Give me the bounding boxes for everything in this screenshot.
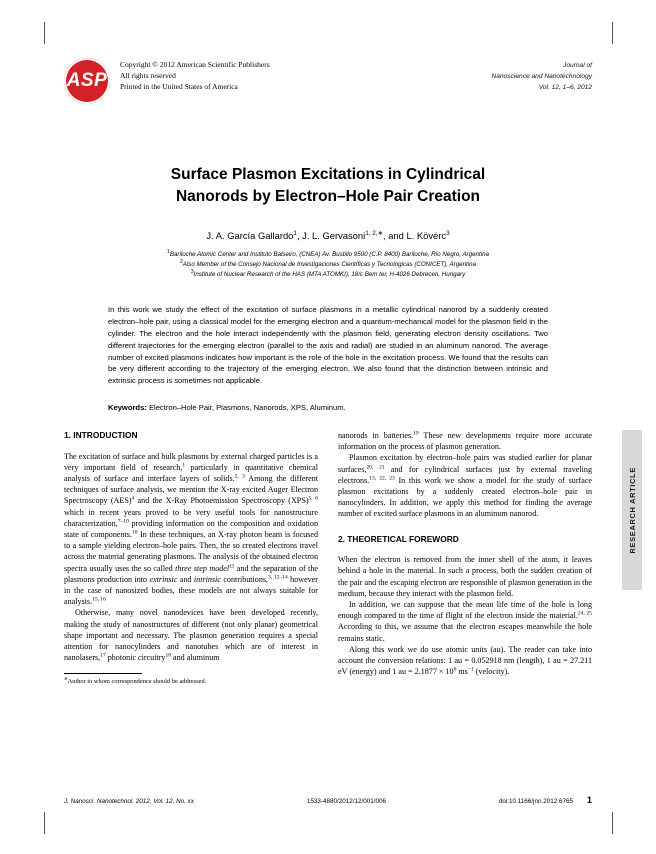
title-line-2: Nanorods by Electron–Hole Pair Creation bbox=[175, 188, 481, 205]
section-heading-theoretical-foreword: 2. THEORETICAL FOREWORD bbox=[338, 533, 459, 544]
page-title bbox=[98, 164, 558, 208]
copyright-line-3: Printed in the United States of America bbox=[120, 81, 238, 91]
copyright-block bbox=[120, 56, 482, 93]
author-list: J. A. García Gallardo$^1$, J. L. Gervasoni$^{1, 2,∗}$, and L. Kövérc$^3$ bbox=[206, 229, 450, 241]
affiliation-3: $^3$Institute of Nuclear Research of the HAS (MTA ATOMKI), 18/c Bem ter, H-4026 Debrecen, Hungary bbox=[190, 269, 466, 279]
trim-mark-bottom-right bbox=[612, 812, 613, 834]
paragraph: The excitation of surface and bulk plasmons by external charged particles is a very important field of research,$^1$ particularly in quantitative chemical analysis of surface and interface layers of solids.$^{2, 3}$ Among the different techniques of surface analysis, we mention the X-ray excited Auger Electron Spectroscopy (AES)$^4$ and the X-Ray Photoemission Spectroscopy (XPS)$^{5, 6}$ which in recent years proved to be very useful tools for nanostructure characterization,$^{7-10}$ providing information on the composition and oxidation state of components.$^{10}$ In these techniques, an X-ray photon beam is focused to a sample yielding electron–hole pairs. Then, the so created electrons travel across the material generating plasmons. The analysis of the obtained electron spectra usually uses the so called three step model$^{11}$ and the separation of the plasmons production into extrinsic and intrinsic contributions,$^{3, 12-14}$ however in the case of nanosized bodies, these models are not always suitable for analysis.$^{15, 16}$ bbox=[64, 451, 319, 607]
copyright-line-1: Copyright © 2012 American Scientific Publishers bbox=[120, 60, 270, 69]
paragraph: Otherwise, many novel nanodevices have been developed recently, making the study of nanostructures of different (not only planar) geometrical shape important and necessary. The plasmon generation requires a special attention for nanocylinders and nanotubes which are of interest in nanolasers,$^{17}$ photonic circuitry$^{18}$ and aluminum bbox=[64, 608, 318, 663]
corresponding-author-footnote: ∗Author to whom correspondence should be addressed. bbox=[64, 675, 207, 685]
trim-mark-top-left bbox=[44, 22, 45, 44]
trim-mark-top-right bbox=[612, 22, 613, 44]
masthead bbox=[64, 56, 592, 116]
research-article-tab bbox=[622, 430, 642, 590]
body-columns bbox=[64, 430, 592, 686]
footer-citation: J. Nanosci. Nanotechnol. 2012, Vol. 12, No. xx bbox=[64, 798, 194, 805]
affiliation-1: $^1$Bariloche Atomic Center and Instituto Balseiro, (CNEA) Av. Bustillo 9500 (C.P. 8400) Bariloche, Río Negro, Argentina bbox=[167, 248, 489, 258]
paragraph: Along this work we do use atomic units (au). The reader can take into account the conversion relations: 1 au = 0.052918 nm (length), 1 au = 27.211 eV (energy) and 1 au = $2.1877 \times 10^6$ $ms^{-1}$ (velocity). bbox=[338, 644, 592, 677]
copyright-line-2: All rights reserved bbox=[120, 70, 176, 80]
journal-name-line-2: Nanoscience and Nanotechnology bbox=[491, 73, 592, 81]
publisher-logo: ASP bbox=[64, 58, 110, 104]
paragraph: nanorods in batteries.$^{19}$ These new developments require more accurate information on the process of plasmon generation. bbox=[338, 430, 593, 452]
section-heading-introduction: 1. INTRODUCTION bbox=[64, 430, 138, 440]
footer-issn: 1533-4880/2012/12/001/006 bbox=[306, 798, 386, 805]
footer-doi: doi:10.1166/jnn.2012.6765 bbox=[498, 798, 573, 805]
research-article-tab-label: RESEARCH ARTICLE bbox=[627, 466, 637, 554]
article-header bbox=[64, 56, 592, 412]
journal-info bbox=[492, 56, 592, 94]
footer-page-number: 1 bbox=[586, 795, 592, 805]
journal-name-line-1: Journal of bbox=[563, 62, 592, 69]
trim-mark-bottom-left bbox=[44, 812, 45, 834]
column-left bbox=[64, 430, 318, 686]
affiliation-2: $^2$Also Member of the Consejo Nacional de Investigaciones Científicas y Tecnologicas (CONICET), Argentina bbox=[179, 258, 477, 269]
paragraph: When the electron is removed from the inner shell of the atom, it leaves behind a hole in the material. In such a process, both the sudden creation of the pair and the escaping electron are responsible of plasmon generation in the medium, because they interact with the plasmon field. bbox=[338, 555, 592, 598]
footnote-rule bbox=[64, 673, 142, 674]
abstract-text: In this work we study the effect of the excitation of surface plasmons in a metallic cylindrical nanorod by a suddenly created electron–hole pair, using a classical model for the emerging electron and a quantum-mechanical model for the plasmon field in the cylinder. The electron and the hole interact independently with the plasmon field, generating electron density oscillations. Two different trajectories for the emerging electron (parallel to the axis and radial) are studied in an aluminum nanorod. The average number of excited plasmons indicates how important is the role of the hole in the excitation process. We found that the results can be very different according to the trajectory of the emerging electron. We also found that the distinction between intrinsic and extrinsic process is sometimes not applicable. bbox=[108, 305, 548, 386]
keywords-label: Keywords: bbox=[108, 403, 147, 413]
keywords-line bbox=[108, 403, 548, 412]
column-right bbox=[338, 430, 592, 686]
keywords-value: Electron–Hole Pair, Plasmons, Nanorods, XPS, Aluminum. bbox=[148, 403, 346, 413]
page-footer bbox=[64, 795, 592, 805]
paragraph: In addition, we can suppose that the mean life time of the hole is long enough compared to the time of flight of the electron inside the material.$^{24, 25}$ According to this, we assume that the electron escapes meanwhile the hole remains static. bbox=[338, 600, 592, 643]
title-line-1: Surface Plasmon Excitations in Cylindrical bbox=[170, 166, 486, 183]
journal-volume: Vol. 12, 1–6, 2012 bbox=[538, 84, 592, 92]
paragraph: Plasmon excitation by electron–hole pairs was studied earlier for planar surfaces,$^{20, 21}$ and for cylindrical surfaces just by external traveling electrons.$^{13, 22, 23}$ In this work we show a model for the study of surface plasmon excitations by a suddenly created electron–hole pair in nanocylinders. In addition, we apply this method for finding the average number of excited surface plasmons in an aluminum nanorod. bbox=[338, 453, 593, 519]
affiliation-list bbox=[64, 250, 592, 280]
title-block bbox=[64, 164, 592, 280]
